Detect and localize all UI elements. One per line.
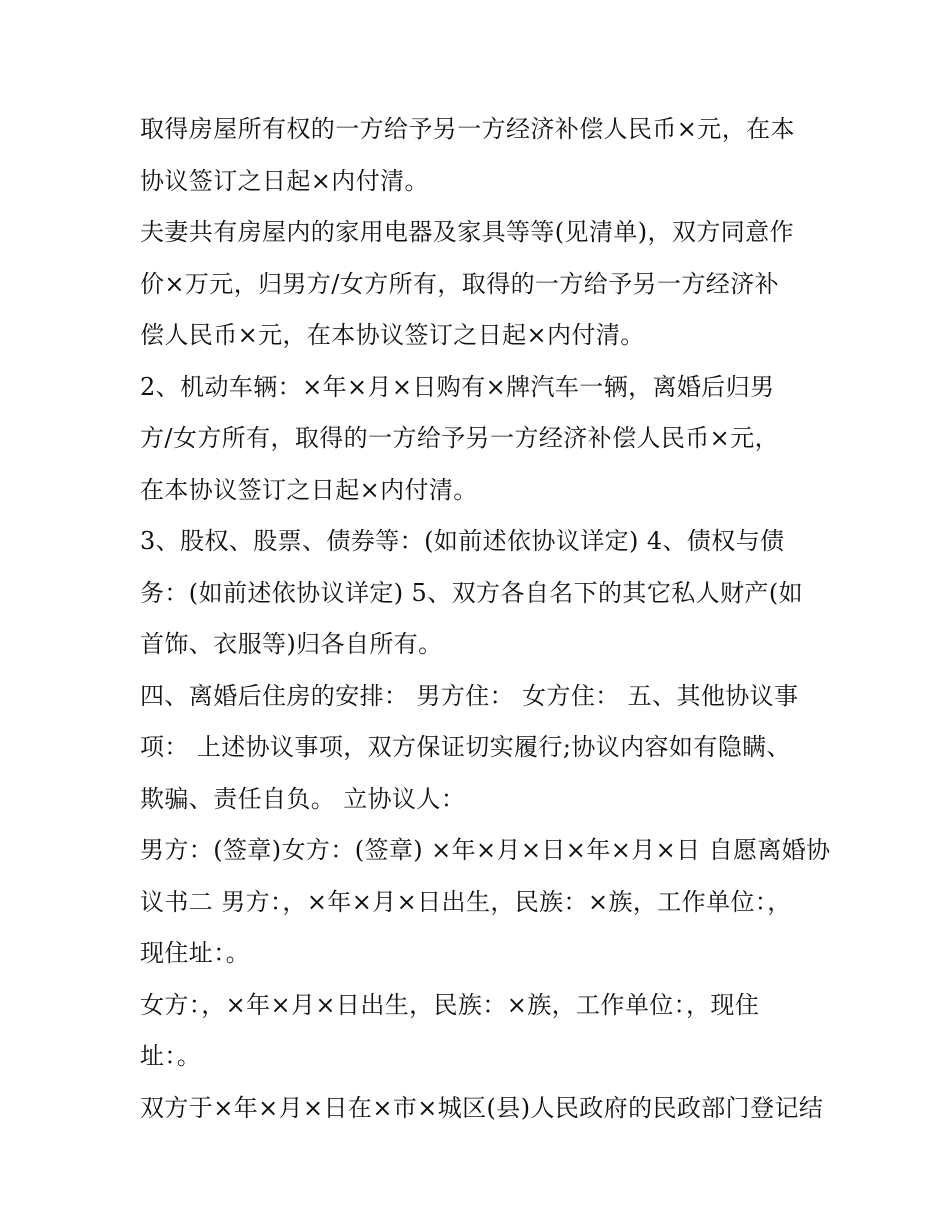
- text-line-4: 价×万元，归男方/女方所有，取得的一方给予另一方经济补: [140, 269, 779, 298]
- text-line-16: 议书二 男方：，×年×月×日出生，民族：×族，工作单位：，: [140, 887, 792, 916]
- text-line-17: 现住址：。: [140, 939, 250, 967]
- text-line-13: 项： 上述协议事项，双方保证切实履行;协议内容如有隐瞒、: [140, 733, 791, 761]
- text-line-19: 址：。: [140, 1042, 202, 1070]
- text-line-11: 首饰、衣服等)归各自所有。: [140, 630, 443, 658]
- text-line-1: 取得房屋所有权的一方给予另一方经济补偿人民币×元，在本: [140, 115, 795, 143]
- text-line-20: 双方于×年×月×日在×市×城区(县)人民政府的民政部门登记结: [140, 1093, 824, 1122]
- text-line-5: 偿人民币×元，在本协议签订之日起×内付清。: [140, 321, 645, 349]
- text-line-2: 协议签订之日起×内付清。: [140, 166, 429, 195]
- text-line-8: 在本协议签订之日起×内付清。: [140, 475, 478, 504]
- text-line-10: 务：(如前述依协议详定) 5、双方各自名下的其它私人财产(如: [140, 578, 803, 607]
- text-line-7: 方/女方所有，取得的一方给予另一方经济补偿人民币×元，: [140, 424, 779, 452]
- text-line-12: 四、离婚后住房的安排： 男方住： 女方住： 五、其他协议事: [140, 681, 799, 710]
- text-line-18: 女方：，×年×月×日出生，民族：×族，工作单位：，现住: [140, 990, 760, 1019]
- text-line-3: 夫妻共有房屋内的家用电器及家具等等(见清单)，双方同意作: [140, 218, 794, 246]
- text-line-15: 男方：(签章)女方：(签章) ×年×月×日×年×月×日 自愿离婚协: [140, 836, 831, 864]
- text-line-6: 2、机动车辆：×年×月×日购有×牌汽车一辆，离婚后归男: [140, 372, 775, 401]
- document-body: [140, 104, 831, 1134]
- text-line-14: 欺骗、责任自负。 立协议人：: [140, 784, 466, 813]
- text-line-9: 3、股权、股票、债券等：(如前述依协议详定) 4、债权与债: [140, 527, 785, 555]
